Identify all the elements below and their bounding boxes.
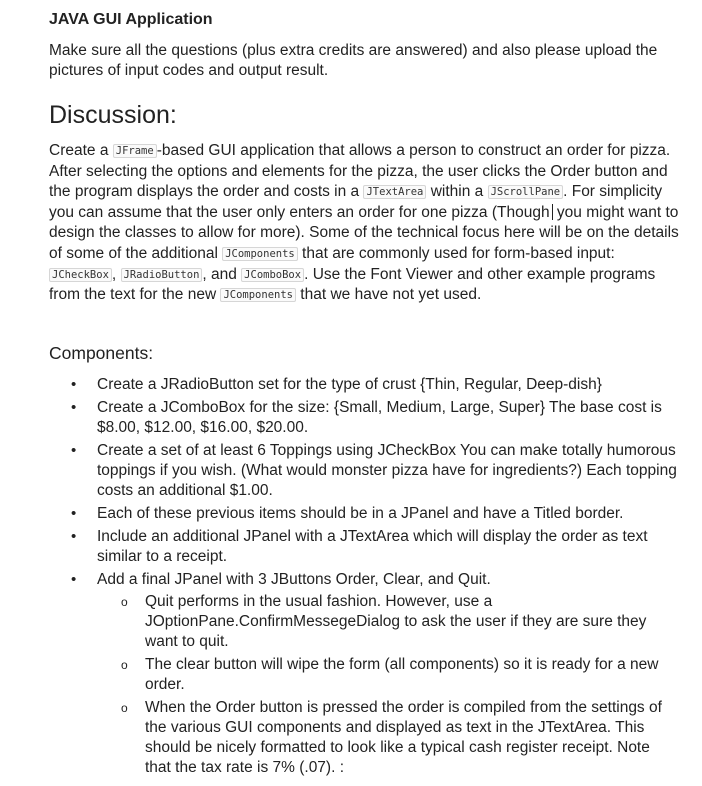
discussion-heading: Discussion:	[49, 101, 177, 129]
components-heading: Components:	[49, 343, 154, 363]
list-item: • Create a JComboBox for the size: {Small, Medium, Large, Super} The base cost is $8.00, $12.00, $16.00, $20.00.	[49, 398, 679, 438]
code-jscrollpane: JScrollPane	[488, 185, 564, 199]
list-item: • Create a JRadioButton set for the type of crust {Thin, Regular, Deep-dish}	[49, 375, 679, 395]
intro-paragraph: Make sure all the questions (plus extra credits are answered) and also please upload the pictures of input codes and output result.	[49, 42, 658, 79]
code-jcomponents: JComponents	[222, 247, 298, 261]
code-jcombobox: JComboBox	[241, 268, 304, 282]
list-item: • Create a set of at least 6 Toppings using JCheckBox You can make totally humorous toppings if you wish. (What would monster pizza have for ingredients?) Each topping costs an additional $1.00.	[49, 441, 679, 501]
sub-item-order: o When the Order button is pressed the order is compiled from the settings of the various GUI components and displayed as text in the JTextArea. This should be nicely formatted to look like a typical cash register receipt. Note that the tax rate is 7% (.07). :	[97, 698, 679, 778]
sub-item-clear: o The clear button will wipe the form (all components) so it is ready for a new order.	[97, 655, 679, 695]
discussion-paragraph: Create a JFrame -based GUI application that allows a person to construct an order for pizza. After selecting the options and elements for the pizza, the user clicks the Order button and the program displays the order and costs in a JTextArea within a JScrollPane . For simplicity you can assume that the user only enters an order for one pizza (Though you might want to design the classes to allow for more). Some of the technical focus here will be on the details of some of the additional JComponents that are commonly used for form-based input: JCheckBox , JRadioButton , and JComboBox . Use the Font Viewer and other example programs from the text for the new JComponents that we have not yet used.	[49, 142, 679, 304]
buttons-sublist	[97, 592, 679, 778]
document-title: JAVA GUI Application	[49, 11, 213, 28]
code-jcheckbox: JCheckBox	[49, 268, 112, 282]
code-jcomponents-2: JComponents	[220, 288, 296, 302]
list-item: • Each of these previous items should be in a JPanel and have a Titled border.	[49, 504, 679, 524]
components-list	[49, 375, 679, 781]
sub-item-quit: o Quit performs in the usual fashion. However, use a JOptionPane.ConfirmMessegeDialog to ask the user if they are sure they want to quit.	[97, 592, 679, 652]
code-jtextarea: JTextArea	[363, 185, 426, 199]
list-item: • Include an additional JPanel with a JTextArea which will display the order as text similar to a receipt.	[49, 527, 679, 567]
code-jradiobutton: JRadioButton	[121, 268, 203, 282]
code-jframe: JFrame	[113, 144, 157, 158]
list-item-buttons: • Add a final JPanel with 3 JButtons Order, Clear, and Quit. o Quit performs in the usual fashion. However, use a JOptionPane.ConfirmMessegeDialog to ask the user if they are sure they want to quit. o The clear button will wipe the form (all components) so it is ready for a new order. o When the Order button is pressed the order is compiled from the settings of the various GUI components and displayed as text in the JTextArea. This should be nicely formatted to look like a typical cash register receipt. Note that the tax rate is 7% (.07). :	[49, 570, 679, 778]
